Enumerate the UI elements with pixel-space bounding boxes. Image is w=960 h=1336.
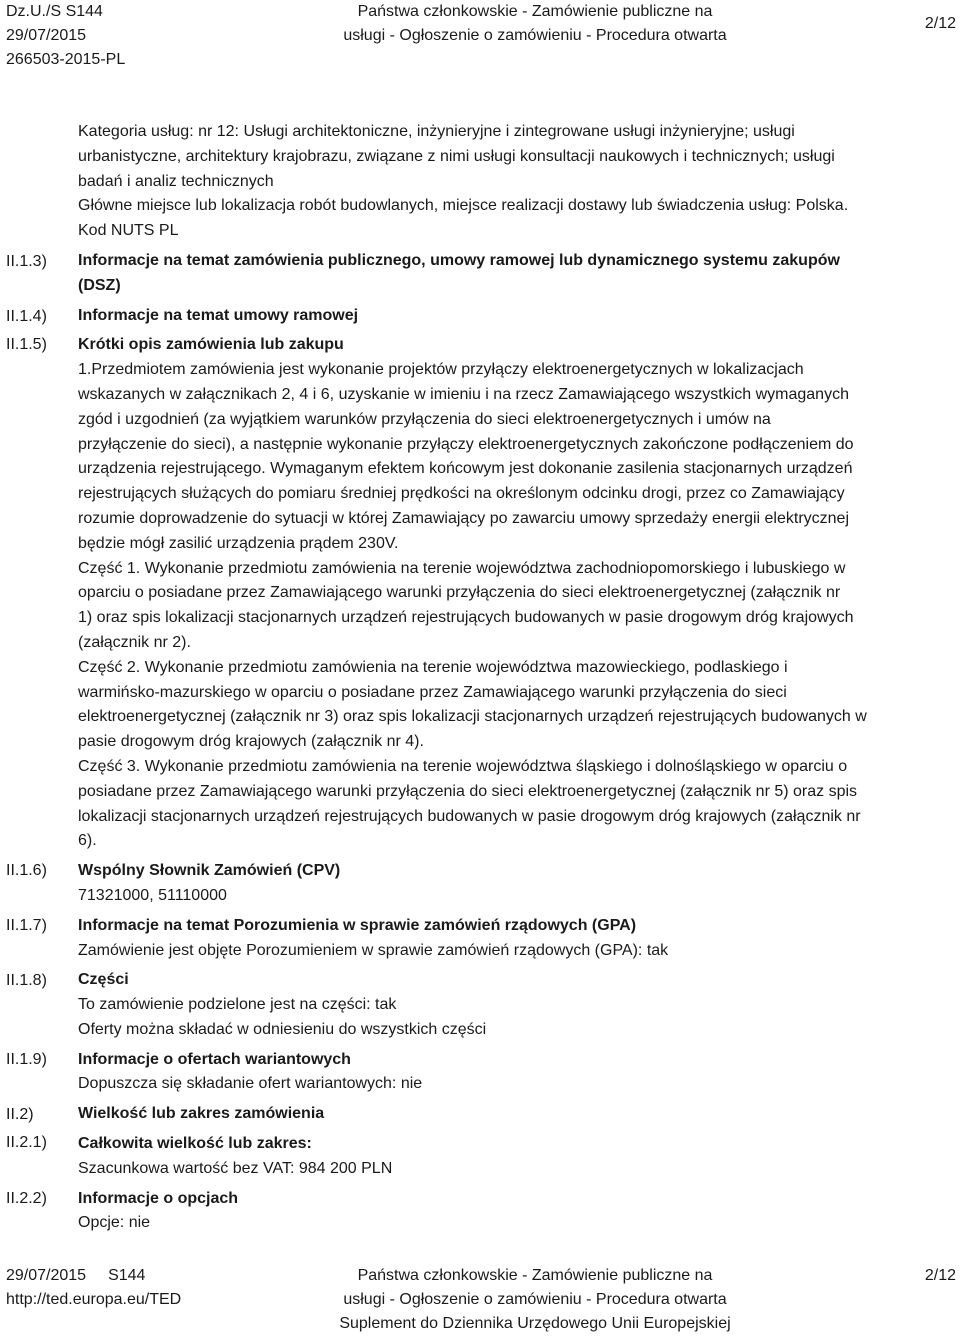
description-line: 1.Przedmiotem zamówienia jest wykonanie projektów przyłączy elektroenergetycznych w lokalizacjach (78, 361, 804, 379)
nuts-code: Kod NUTS PL (78, 222, 179, 240)
description-line: Część 1. Wykonanie przedmiotu zamówienia na terenie województwa zachodniopomorskiego i lubuskiego w (78, 559, 846, 577)
footer-title (0, 1264, 960, 1336)
description-line: oparciu o posiadane przez Zamawiającego warunki przyłączenia do sieci elektroenergetycznej (załącznik nr (78, 584, 841, 602)
header-title (0, 0, 960, 48)
section-number: II.1.4) (6, 308, 47, 325)
procurement-info-heading-cont: (DSZ) (78, 276, 121, 294)
header-title-line-2: usługi - Ogłoszenie o zamówieniu - Procedura otwarta (343, 27, 727, 44)
footer-supplement: Suplement do Dziennika Urzędowego Unii Europejskiej (339, 1315, 731, 1332)
header-page-number: 2/12 (924, 15, 956, 32)
section-number: II.1.3) (6, 253, 47, 270)
description-line: urządzenia rejestrującego. Wymaganym efektem końcowym jest dokonanie zasilenia stacjonarnych urządzeń (78, 460, 853, 478)
category-line: Kategoria usług: nr 12: Usługi architektoniczne, inżynieryjne i zintegrowane usługi inżynieryjne; usługi (78, 123, 795, 140)
description-line: rozumie doprowadzenie do sytuacji w której Zamawiający po zawarciu umowy sprzedaży energii elektrycznej (78, 509, 849, 527)
cpv-heading: Wspólny Słownik Zamówień (CPV) (78, 862, 341, 880)
description-line: lokalizacji stacjonarnych urządzeń rejestrujących budowanych w pasie drogowym dróg krajowych (załącznik nr (78, 807, 861, 825)
location-line: Główne miejsce lub lokalizacja robót budowlanych, miejsce realizacji dostawy lub świadczenia usług: Polska. (78, 197, 849, 215)
quantity-heading: Wielkość lub zakres zamówienia (78, 1105, 325, 1123)
options-heading: Informacje o opcjach (78, 1189, 239, 1207)
ted-link[interactable]: http://ted.europa.eu/TED (6, 1291, 182, 1308)
footer-page-number: 2/12 (924, 1267, 956, 1284)
section-number: II.2) (6, 1106, 34, 1123)
page-header (0, 0, 960, 70)
notice-body (78, 120, 956, 1236)
framework-info-heading: Informacje na temat umowy ramowej (78, 306, 359, 324)
description-line: posiadane przez Zamawiającego warunki przyłączenia do sieci elektroenergetycznej (załącznik nr 5) oraz spis (78, 782, 858, 800)
procurement-info-heading: Informacje na temat zamówienia publicznego, umowy ramowej lub dynamicznego systemu zakupów (78, 251, 840, 269)
category-line: badań i analiz technicznych (78, 172, 274, 190)
description-line: 1) oraz spis lokalizacji stacjonarnych urządzeń rejestrujących budowanych w pasie drogowym dróg krajowych (78, 609, 854, 627)
total-quantity-heading: Całkowita wielkość lub zakres: (78, 1135, 312, 1153)
variants-value: Dopuszcza się składanie ofert wariantowych: nie (78, 1075, 423, 1093)
section-number: II.1.6) (6, 862, 47, 879)
estimated-value: Szacunkowa wartość bez VAT: 984 200 PLN (78, 1159, 393, 1177)
variants-heading: Informacje o ofertach wariantowych (78, 1050, 351, 1068)
description-line: będzie mógł zasilić urządzenia prądem 230V. (78, 534, 399, 552)
description-line: warmińsko-mazurskiego w oparciu o posiadane przez Zamawiającego warunki przyłączenia do sieci (78, 683, 787, 701)
section-number: II.1.8) (6, 972, 47, 989)
description-line: (załącznik nr 2). (78, 633, 191, 651)
section-number: II.1.5) (6, 336, 47, 353)
short-description-heading: Krótki opis zamówienia lub zakupu (78, 336, 344, 354)
lots-divided: To zamówienie podzielone jest na części: tak (78, 996, 397, 1014)
description-line: wskazanych w załącznikach 2, 4 i 6, uzyskanie w imieniu i na rzecz Zamawiającego wszystkich wymaganych (78, 385, 849, 403)
category-line: urbanistyczne, architektury krajobrazu, związane z nimi usługi konsultacji naukowych i technicznych; usługi (78, 147, 835, 165)
footer-title-line-1: Państwa członkowskie - Zamówienie publiczne na (357, 1267, 713, 1284)
lots-heading: Części (78, 971, 129, 989)
description-line: przyłączenie do sieci), a następnie wykonanie przyłączy elektroenergetycznych zakończone podłączeniem do (78, 435, 854, 453)
header-date: 29/07/2015 (6, 27, 87, 44)
section-number: II.1.9) (6, 1051, 47, 1068)
gpa-value: Zamówienie jest objęte Porozumieniem w sprawie zamówień rządowych (GPA): tak (78, 941, 669, 959)
cpv-codes: 71321000, 51110000 (78, 886, 227, 904)
journal-ref: Dz.U./S S144 (6, 3, 103, 20)
footer-title-line-2: usługi - Ogłoszenie o zamówieniu - Procedura otwarta (343, 1291, 727, 1308)
notice-number: 266503-2015-PL (6, 51, 126, 68)
description-line: elektroenergetycznej (załącznik nr 3) oraz spis lokalizacji stacjonarnych urządzeń rejestrujących budowanych w (78, 708, 867, 726)
options-value: Opcje: nie (78, 1214, 151, 1232)
description-line: Część 2. Wykonanie przedmiotu zamówienia na terenie województwa mazowieckiego, podlaskiego i (78, 658, 788, 676)
description-line: rejestrujących służących do pomiaru średniej prędkości na określonym odcinku drogi, przez co Zamawiający (78, 485, 845, 503)
description-line: 6). (78, 832, 97, 850)
section-number: II.1.7) (6, 917, 47, 934)
header-title-line-1: Państwa członkowskie - Zamówienie publiczne na (357, 3, 713, 20)
gpa-heading: Informacje na temat Porozumienia w sprawie zamówień rządowych (GPA) (78, 916, 637, 934)
footer-date: 29/07/2015 (6, 1267, 87, 1284)
footer-issue: S144 (108, 1267, 146, 1284)
section-number: II.2.2) (6, 1190, 47, 1207)
description-line: Część 3. Wykonanie przedmiotu zamówienia na terenie województwa śląskiego i dolnośląskiego w oparciu o (78, 757, 848, 775)
section-number: II.2.1) (6, 1134, 47, 1151)
description-line: pasie drogowym dróg krajowych (załącznik nr 4). (78, 733, 424, 751)
description-line: zgód i uzgodnień (za wyjątkiem warunków przyłączenia do sieci elektroenergetycznych i umów na (78, 410, 771, 428)
page-footer (0, 1264, 960, 1334)
lots-offers: Oferty można składać w odniesieniu do wszystkich części (78, 1020, 487, 1038)
